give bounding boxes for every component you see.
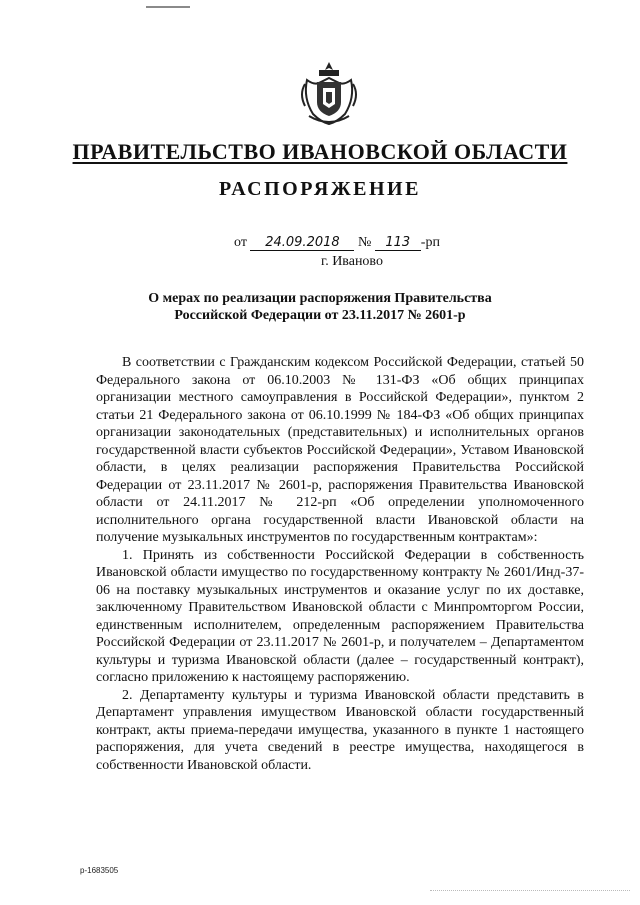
item-2-paragraph: 2. Департаменту культуры и туризма Ивановской области представить в Департамент управления имуществом Ивановской области государственный контракт, акты приема-передачи имущества, указанного в пункте 1 настоящего распоряжения, для учета сведений в реестре имущества, находящегося в собственности Ивановской области.	[96, 687, 584, 773]
scan-artifact	[430, 890, 630, 897]
subject-line-2: Российской Федерации от 23.11.2017 № 2601-р	[174, 308, 466, 323]
date-prefix: от	[234, 235, 247, 250]
preamble-paragraph: В соответствии с Гражданским кодексом Российской Федерации, статьей 50 Федерального закона от 06.10.2003 № 131-ФЗ «Об общих принципах организации местного самоуправления в Российской Федерации», пунктом 2 статьи 21 Федерального закона от 06.10.1999 № 184-ФЗ «Об общих принципах организации законодательных (представительных) и исполнительных органов государственной власти субъектов Российской Федерации», Уставом Ивановской области, в целях реализации распоряжения Правительства Российской Федерации от 23.11.2017 № 2601-р, распоряжения Правительства Ивановской области от 24.11.2017 № 212-рп «Об определении уполномоченного исполнительного органа государственной власти Ивановской области на получение музыкальных инструментов по государственным контрактам»:	[96, 355, 584, 545]
handwritten-number: 113	[375, 235, 421, 251]
item-1-paragraph: 1. Принять из собственности Российской Федерации в собственность Ивановской области имущество по государственному контракту № 2601/Инд-37-06 на поставку музыкальных инструментов и оказание услуг по их доставке, заключенному Правительством Ивановской области с Минпромторгом России, единственным исполнителем, определенным распоряжением Правительства Российской Федерации от 23.11.2017 № 2601-р, и получателем – Департаментом культуры и туризма Ивановской области (далее – государственный контракт), согласно приложению к настоящему распоряжению.	[96, 547, 584, 685]
number-sign: №	[357, 235, 372, 250]
city: г. Иваново	[321, 254, 383, 269]
coat-of-arms-emblem	[299, 58, 359, 126]
number-suffix: -рп	[420, 235, 440, 250]
document-subject	[100, 290, 540, 324]
document-type: РАСПОРЯЖЕНИЕ	[219, 178, 421, 200]
scan-mark	[146, 6, 190, 8]
document-date-number	[234, 235, 440, 251]
footer-document-code: р-1683505	[80, 866, 119, 875]
document-body	[96, 354, 584, 774]
subject-line-1: О мерах по реализации распоряжения Правительства	[148, 291, 492, 306]
authority-title: ПРАВИТЕЛЬСТВО ИВАНОВСКОЙ ОБЛАСТИ	[72, 139, 568, 164]
handwritten-date: 24.09.2018	[250, 235, 354, 251]
